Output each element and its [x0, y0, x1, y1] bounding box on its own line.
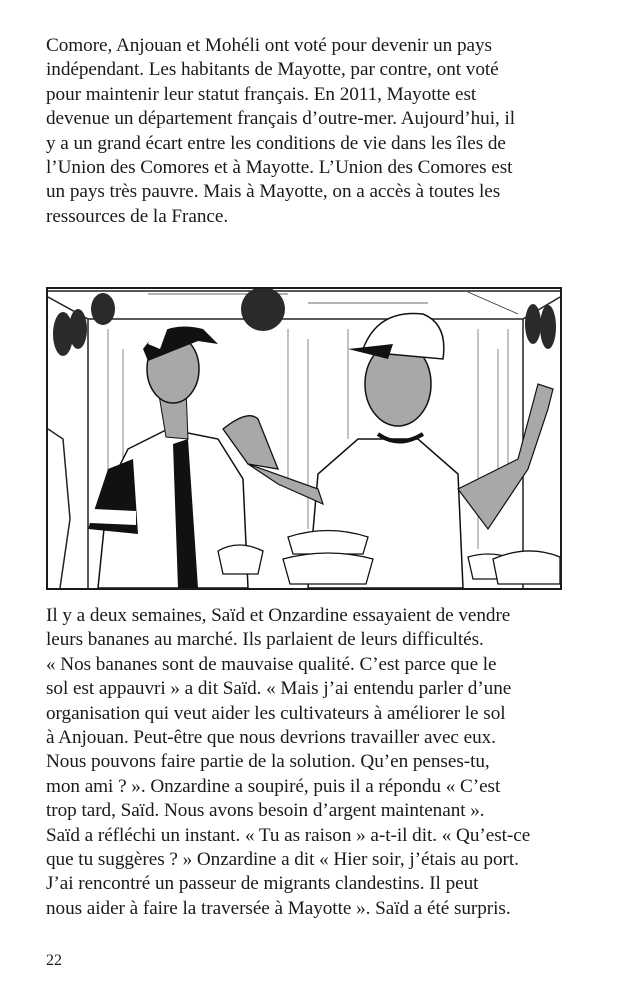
paragraph-story [46, 604, 576, 921]
paragraph-history [46, 34, 576, 229]
text-line: que tu suggères ? » Onzardine a dit « Hier soir, j’étais au port. [46, 849, 519, 871]
text-line: pour maintenir leur statut français. En 2011, Mayotte est [46, 83, 477, 105]
text-line: Il y a deux semaines, Saïd et Onzardine essayaient de vendre [46, 605, 511, 626]
text-line: un pays très pauvre. Mais à Mayotte, on a accès à toutes les [46, 181, 501, 203]
text-line: sol est appauvri » a dit Saïd. « Mais j’ai entendu parler d’une [46, 678, 512, 700]
text-line: trop tard, Saïd. Nous avons besoin d’argent maintenant ». [46, 800, 485, 822]
text-line: indépendant. Les habitants de Mayotte, par contre, ont voté [46, 59, 499, 81]
text-line: organisation qui veut aider les cultivateurs à améliorer le sol [46, 702, 506, 724]
text-line: « Nos bananes sont de mauvaise qualité. C’est parce que le [46, 653, 497, 675]
page-number: 22 [46, 952, 62, 969]
market-scene-drawing [48, 289, 560, 588]
text-line: Saïd a réfléchi un instant. « Tu as raison » a-t-il dit. « Qu’est-ce [46, 824, 531, 846]
text-line: J’ai rencontré un passeur de migrants clandestins. Il peut [46, 873, 479, 895]
text-line: devenue un département français d’outre-mer. Aujourd’hui, il [46, 108, 516, 130]
text-line: l’Union des Comores et à Mayotte. L’Union des Comores est [46, 157, 513, 179]
text-line: ressources de la France. [46, 205, 229, 227]
text-line: mon ami ? ». Onzardine a soupiré, puis il a répondu « C’est [46, 775, 501, 797]
text-line: Nous pouvons faire partie de la solution. Qu’en penses-tu, [46, 751, 490, 773]
text-line: leurs bananes au marché. Ils parlaient de leurs difficultés. [46, 629, 484, 651]
market-illustration [46, 287, 562, 590]
text-line: Comore, Anjouan et Mohéli ont voté pour devenir un pays [46, 35, 492, 56]
text-line: à Anjouan. Peut-être que nous devrions travailler avec eux. [46, 727, 496, 749]
text-line: y a un grand écart entre les conditions de vie dans les îles de [46, 132, 506, 154]
text-line: nous aider à faire la traversée à Mayotte ». Saïd a été surpris. [46, 897, 511, 919]
